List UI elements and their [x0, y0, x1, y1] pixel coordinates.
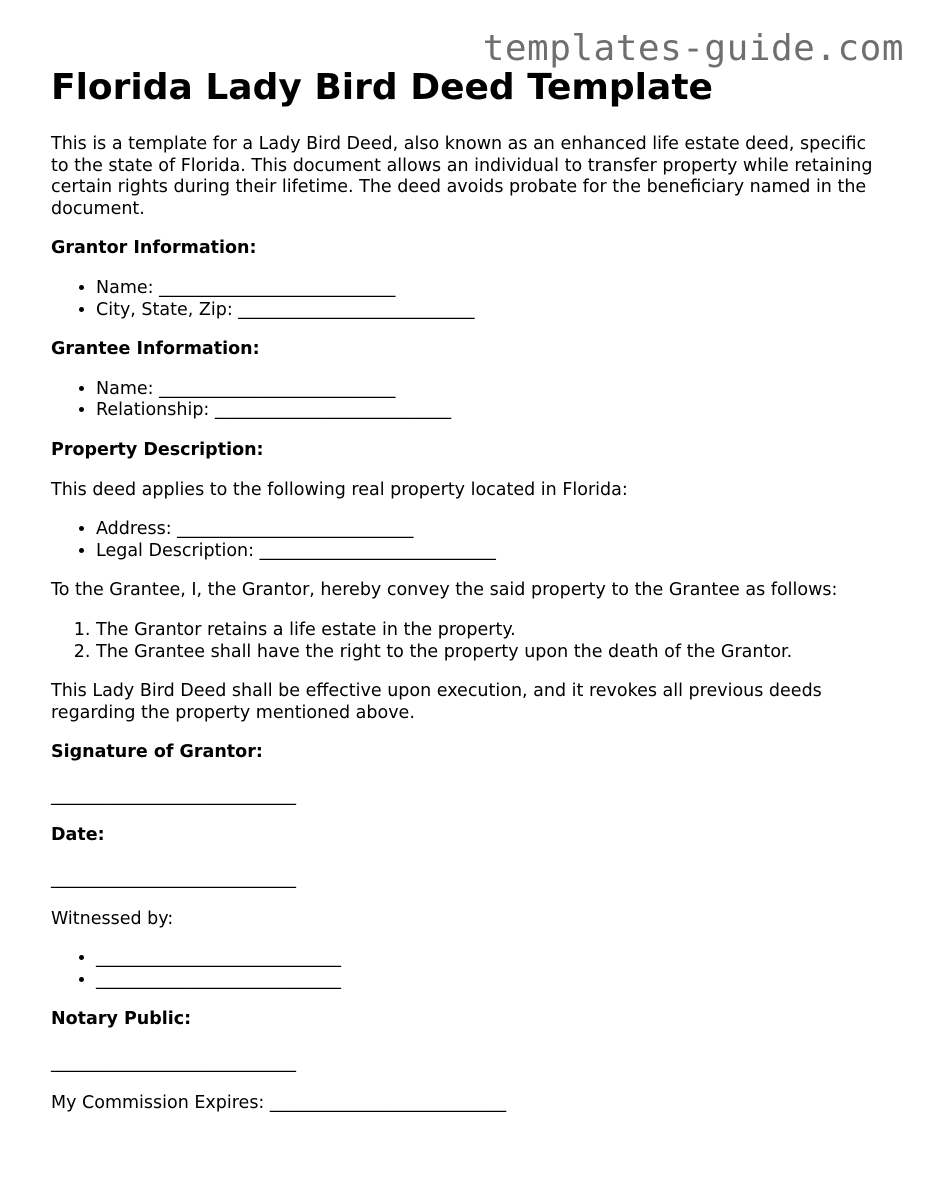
property-legal-field: • Legal Description: ___________________________	[96, 541, 881, 563]
convey-paragraph: To the Grantee, I, the Grantor, hereby convey the said property to the Grantee as follows:	[51, 580, 838, 601]
convey-item: 1. The Grantor retains a life estate in the property.	[96, 620, 881, 642]
witness-line: • ____________________________	[96, 948, 881, 970]
effective-paragraph: This Lady Bird Deed shall be effective upon execution, and it revokes all previous deeds regarding the property mentioned above.	[51, 681, 822, 723]
grantor-name-field: • Name: ___________________________	[96, 278, 881, 300]
commission-field: My Commission Expires: ___________________________	[51, 1092, 507, 1113]
convey-list	[51, 620, 881, 663]
intro-paragraph: This is a template for a Lady Bird Deed, also known as an enhanced life estate deed, specific to the state of Florida. This document allows an individual to transfer property while retaining certain rights during their lifetime. The deed avoids probate for the beneficiary named in the document.	[51, 134, 873, 219]
witness-label: Witnessed by:	[51, 908, 174, 929]
property-address-field: • Address: ___________________________	[96, 519, 881, 541]
notary-line: ____________________________	[51, 1053, 296, 1074]
grantee-list	[51, 379, 881, 422]
page-title: Florida Lady Bird Deed Template	[51, 67, 713, 108]
property-list	[51, 519, 881, 562]
property-heading: Property Description:	[51, 439, 264, 460]
signature-line: ____________________________	[51, 785, 296, 806]
grantor-list	[51, 278, 881, 321]
date-heading: Date:	[51, 825, 105, 846]
grantor-city-field: • City, State, Zip: ___________________________	[96, 300, 881, 322]
witness-list	[51, 948, 881, 991]
property-lead: This deed applies to the following real property located in Florida:	[51, 479, 628, 500]
signature-heading: Signature of Grantor:	[51, 742, 263, 763]
grantor-heading: Grantor Information:	[51, 238, 257, 259]
witness-line: • ____________________________	[96, 970, 881, 992]
convey-item: 2. The Grantee shall have the right to the property upon the death of the Grantor.	[96, 642, 881, 664]
notary-heading: Notary Public:	[51, 1009, 192, 1030]
watermark: templates-guide.com	[482, 28, 904, 69]
document-page	[51, 64, 881, 1114]
grantee-relationship-field: • Relationship: ___________________________	[96, 400, 881, 422]
grantee-heading: Grantee Information:	[51, 339, 260, 360]
grantee-name-field: • Name: ___________________________	[96, 379, 881, 401]
date-line: ____________________________	[51, 869, 296, 890]
